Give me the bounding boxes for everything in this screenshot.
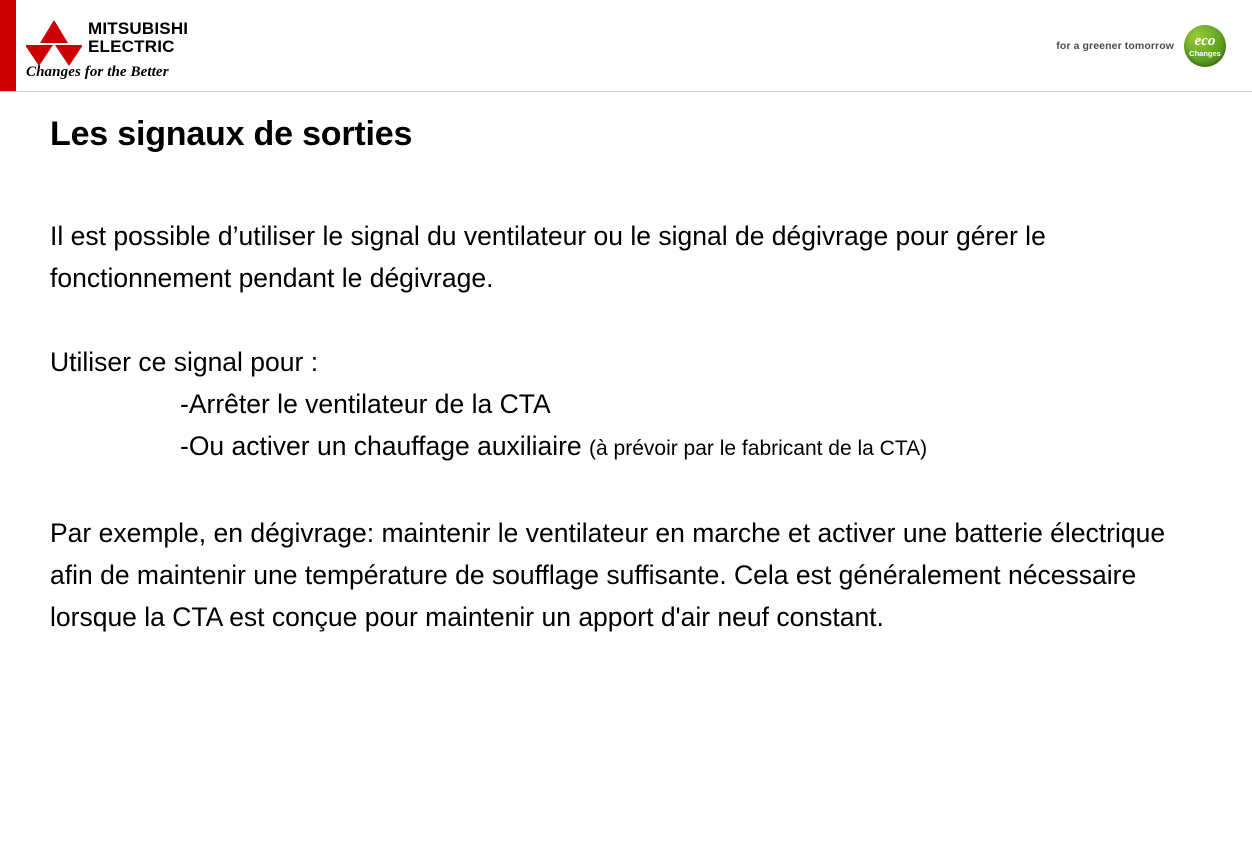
eco-changes-icon [1184,25,1226,67]
logo-line-2: ELECTRIC [88,37,175,56]
three-diamonds-icon [26,18,82,66]
brand-accent-bar [0,0,16,92]
paragraph-usage [50,341,1200,470]
logo-wordmark [88,20,268,56]
paragraph-example: Par exemple, en dégivrage: maintenir le ventilateur en marche et activer une batterie électrique afin de maintenir une température de soufflage suffisante. Cela est généralement nécessaire lorsque la CTA est conçue pour maintenir un apport d'air neuf constant. [50,518,1166,632]
eco-tagline: for a greener tomorrow [1056,40,1174,52]
logo-tagline: Changes for the Better [26,64,169,80]
mitsubishi-electric-logo [26,12,276,82]
usage-bullet-2 [50,425,1200,470]
slide-body [50,215,1200,638]
eco-changes-block [1056,24,1226,68]
slide-header [0,0,1252,92]
eco-badge-bottom-label: Changes [1189,49,1221,58]
usage-bullet-2-main: -Ou activer un chauffage auxiliaire [180,431,582,461]
page-title: Les signaux de sorties [50,115,413,153]
usage-bullet-1: -Arrêter le ventilateur de la CTA [180,389,551,419]
usage-intro-line: Utiliser ce signal pour : [50,347,319,377]
eco-badge-top-label: eco [1194,33,1216,49]
logo-line-1: MITSUBISHI [88,19,189,38]
paragraph-intro: Il est possible d’utiliser le signal du ventilateur ou le signal de dégivrage pour gérer le fonctionnement pendant le dégivrage. [50,221,1046,293]
header-divider [0,91,1252,92]
usage-bullet-2-note: (à prévoir par le fabricant de la CTA) [589,437,928,460]
